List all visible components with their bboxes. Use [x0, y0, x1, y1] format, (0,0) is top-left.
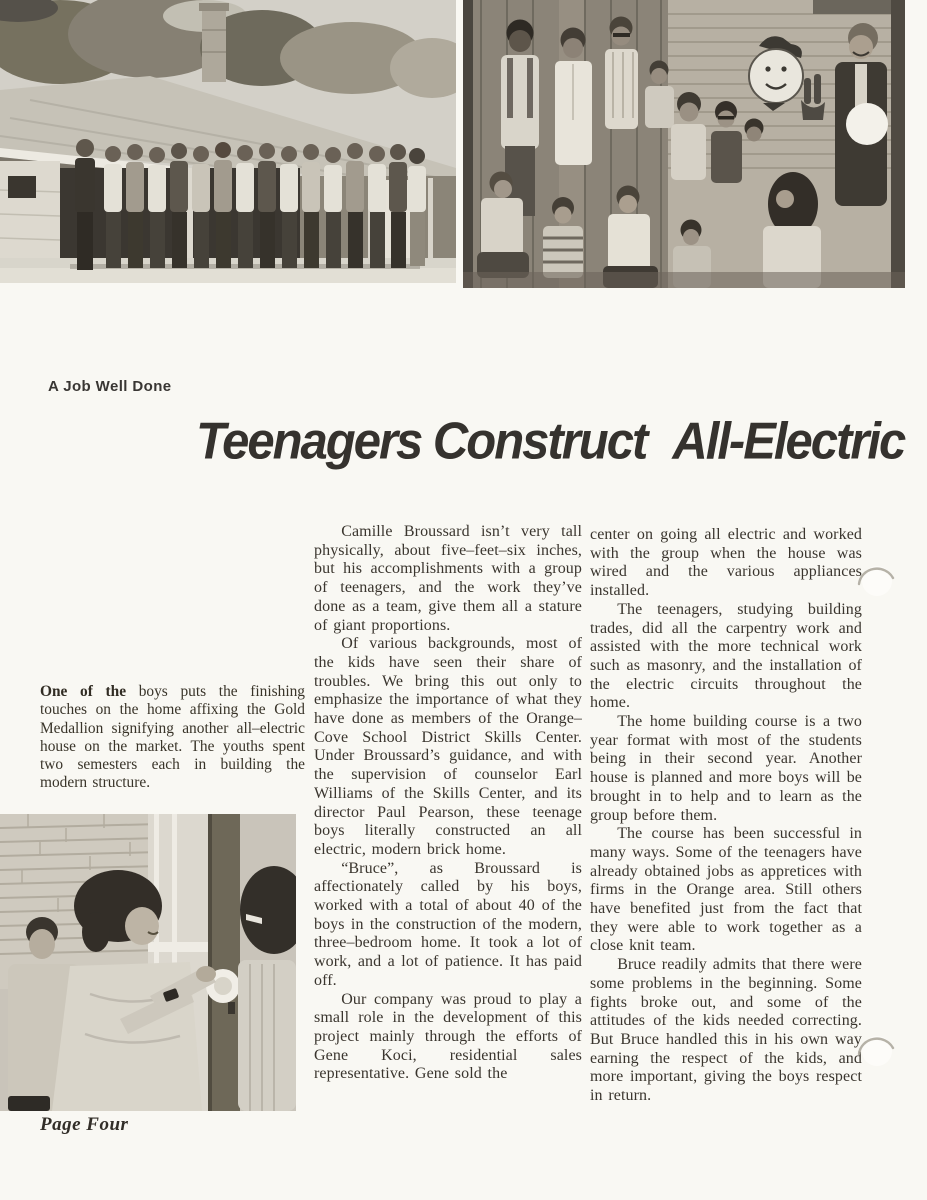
page-number: Page Four [40, 1114, 129, 1135]
article-column-right [590, 526, 862, 1106]
photo-medallion-door-image [0, 814, 296, 1111]
photo-house-group-image [0, 0, 456, 283]
photo-group-portrait-image [463, 0, 905, 288]
headline-part2: All-Electric [672, 413, 905, 471]
article-paragraph: “Bruce”, as Broussard is affectionately called by his boys, worked with a total of about 40 of the boys in the construction of the modern, three–bedroom home. It took a lot of work, and a lot of patience. It has paid off. [314, 859, 582, 989]
punched-hole-mark [856, 558, 898, 600]
article-paragraph: Of various backgrounds, most of the kids have seen their share of troubles. We bring this out only to emphasize the importance of what they have done as members of the Orange–Cove School District Skills Center. Under Broussard’s guidance, and with the supervision of counselor Earl Williams of the Skills Center, and its director Paul Pearson, these teenage boys literally constructed an all electric, modern brick home. [314, 635, 582, 858]
photo-group-portrait [463, 0, 905, 288]
kicker: A Job Well Done [48, 378, 172, 395]
article-paragraph: center on going all electric and worked with the group when the house was wired and the various appliances installed. [590, 526, 862, 600]
punched-hole-mark [856, 1028, 898, 1070]
caption-lead: One of the [40, 683, 127, 700]
article-paragraph: Our company was proud to play a small role in the development of this project mainly through the efforts of Gene Koci, residential sales representative. Gene sold the [314, 990, 582, 1083]
caption-body: boys puts the finishing touches on the home affixing the Gold Medallion signifying another all–electric house on the market. The youths spent two semesters each in building the modern structure. [40, 683, 305, 792]
article-paragraph: Bruce readily admits that there were some problems in the beginning. Some fights broke out, and some of the attitudes of the kids needed correcting. But Bruce handled this in his own way earning the respect of the kids, and more important, giving the boys respect in return. [590, 956, 862, 1105]
article-headline [196, 412, 906, 471]
photo-house-group [0, 0, 456, 283]
article-column-middle [314, 523, 582, 1084]
article-paragraph: Camille Broussard isn’t very tall physically, about five–feet–six inches, but his accomplishments with a group of teenagers, and the work they’ve done as a team, give them all a stature of giant proportions. [314, 523, 582, 634]
photo-caption [40, 683, 305, 793]
article-paragraph: The home building course is a two year format with most of the students being in their second year. Another house is planned and more boys will be brought in to help and to learn as the group before them. [590, 713, 862, 824]
article-paragraph: The teenagers, studying building trades, did all the carpentry work and assisted with the more technical work such as masonry, and the installation of the electric circuits throughout the home. [590, 600, 862, 712]
headline-part1: Teenagers Construct [196, 413, 647, 471]
article-paragraph: The course has been successful in many ways. Some of the teenagers have already obtained jobs as appretices with firms in the Orange area. Still others have benefited just from the fact that they were able to work together as a close knit team. [590, 825, 862, 955]
photo-medallion-door [0, 814, 296, 1111]
